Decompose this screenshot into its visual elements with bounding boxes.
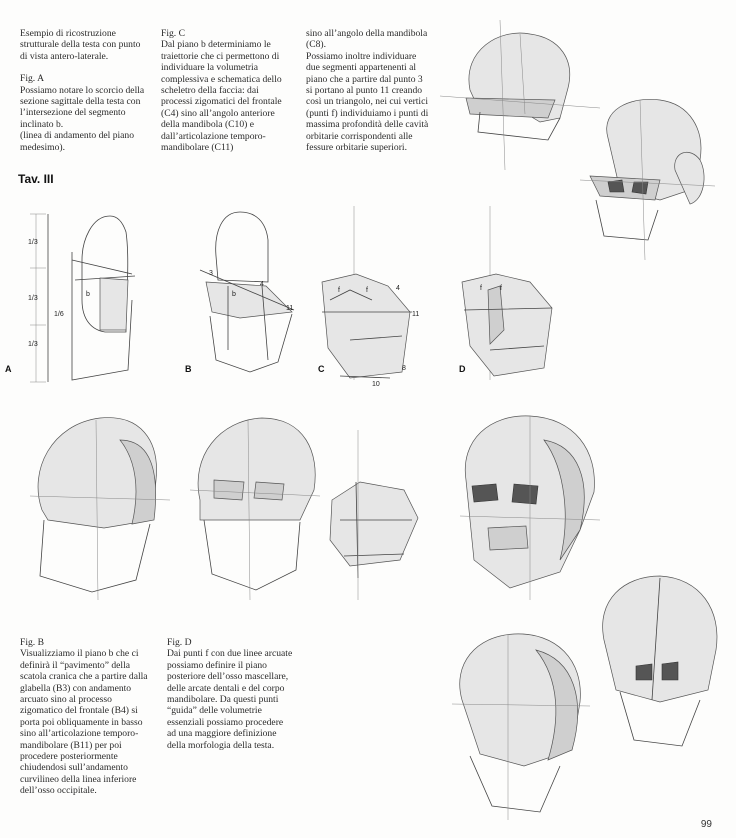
skull-sketch-row2-2	[190, 418, 320, 600]
skull-sketch-bottom-2	[603, 576, 717, 746]
fig-c-text: Dal piano b determiniamo le traiettorie che ci permettono di individuare la volumetria complessiva e schematica dello scheletro della faccia: dai processi zigomatici del frontale (C4) sino all’angolo anteriore della mandibola (C10) e dall’articolazione temporo-mandibolare (C11)	[161, 39, 282, 154]
fig-a-title: Fig. A	[20, 73, 44, 85]
page-number: 99	[700, 819, 712, 830]
mark-pt-4: 4	[260, 281, 264, 288]
fig-a-text: Possiamo notare lo scorcio della sezione sagittale della testa con l’intersezione del segmento inclinato b.	[20, 84, 145, 130]
mark-pt-3: 3	[209, 270, 213, 277]
mark-pt-11c: 11	[412, 311, 420, 318]
fig-d-construction	[462, 206, 552, 380]
fig-c-construction	[322, 206, 419, 388]
mark-f4: f	[500, 285, 502, 292]
figure-label-c: C	[318, 364, 325, 374]
fig-b-title: Fig. B	[20, 637, 44, 648]
fig-a-profile-sketch	[28, 214, 135, 382]
fig-b-construction	[200, 212, 294, 372]
fig-b-text: Visualizziamo il piano b che ci definirà il “pavimento” della scatola cranica che a partire dalla glabella (B3) con andamento arcuato sino al processo zigomatico del frontale (B4) si porta poi obliquamente in basso sino all’articolazione temporo-mandibolare (B11) per poi procedere posteriormente chiudendosi sull’andamento curvilineo della linea inferiore dell’osso occipitale.	[20, 648, 148, 797]
fig-c-title: Fig. C	[161, 28, 185, 39]
intro-text: Esempio di ricostruzione strutturale della testa con punto di vista antero-laterale.	[20, 28, 141, 62]
mark-pt-4c: 4	[396, 285, 400, 292]
mark-f2: f	[366, 287, 368, 294]
fig-c-cont1: sino all’angolo della mandibola (C8).	[306, 28, 428, 51]
mark-f1: f	[338, 287, 340, 294]
skull-sketch-top	[440, 20, 600, 170]
mark-sixth: 1/6	[54, 311, 64, 318]
mark-b-plane-b: b	[232, 291, 236, 298]
mark-f3: f	[480, 285, 482, 292]
fig-c-cont2: Possiamo inoltre individuare due segmenti appartenenti al piano che a partire dal punto 3 si portano al punto 11 creando così un triangolo, nei cui vertici (punti f) individuiamo i punti di massima profondità delle cavità orbitarie corrispondenti alle fessure orbitarie superiori.	[306, 50, 429, 154]
mark-pt-8: 8	[402, 365, 406, 372]
plate-title: Tav. III	[18, 172, 54, 186]
mark-b-plane-a: b	[86, 291, 90, 298]
mark-pt-11: 11	[286, 305, 294, 312]
fig-d-text: Dai punti f con due linee arcuate possiamo definire il piano posteriore dell’osso mascellare, delle arcate dentali e del corpo mandibolare. Da questi punti “guida” delle volumetrie essenziali possiamo procedere ad una maggiore definizione della morfologia della testa.	[167, 648, 293, 751]
mark-third-3: 1/3	[28, 341, 38, 348]
fig-d-title: Fig. D	[167, 637, 192, 648]
figure-label-d: D	[459, 364, 466, 374]
figure-label-a: A	[5, 364, 12, 374]
skull-detailed-front-row2	[460, 416, 600, 600]
mark-third-2: 1/3	[28, 295, 38, 302]
fig-a-note: (linea di andamento del piano medesimo).	[20, 130, 135, 153]
skull-sketch-row2-3	[330, 430, 418, 600]
figure-label-b: B	[185, 364, 192, 374]
mark-pt-10: 10	[372, 381, 380, 388]
skull-sketch-row2-1	[30, 418, 170, 600]
skull-sketch-detailed-top	[580, 99, 715, 260]
mark-third-1: 1/3	[28, 239, 38, 246]
skull-sketch-bottom-1	[452, 634, 590, 820]
